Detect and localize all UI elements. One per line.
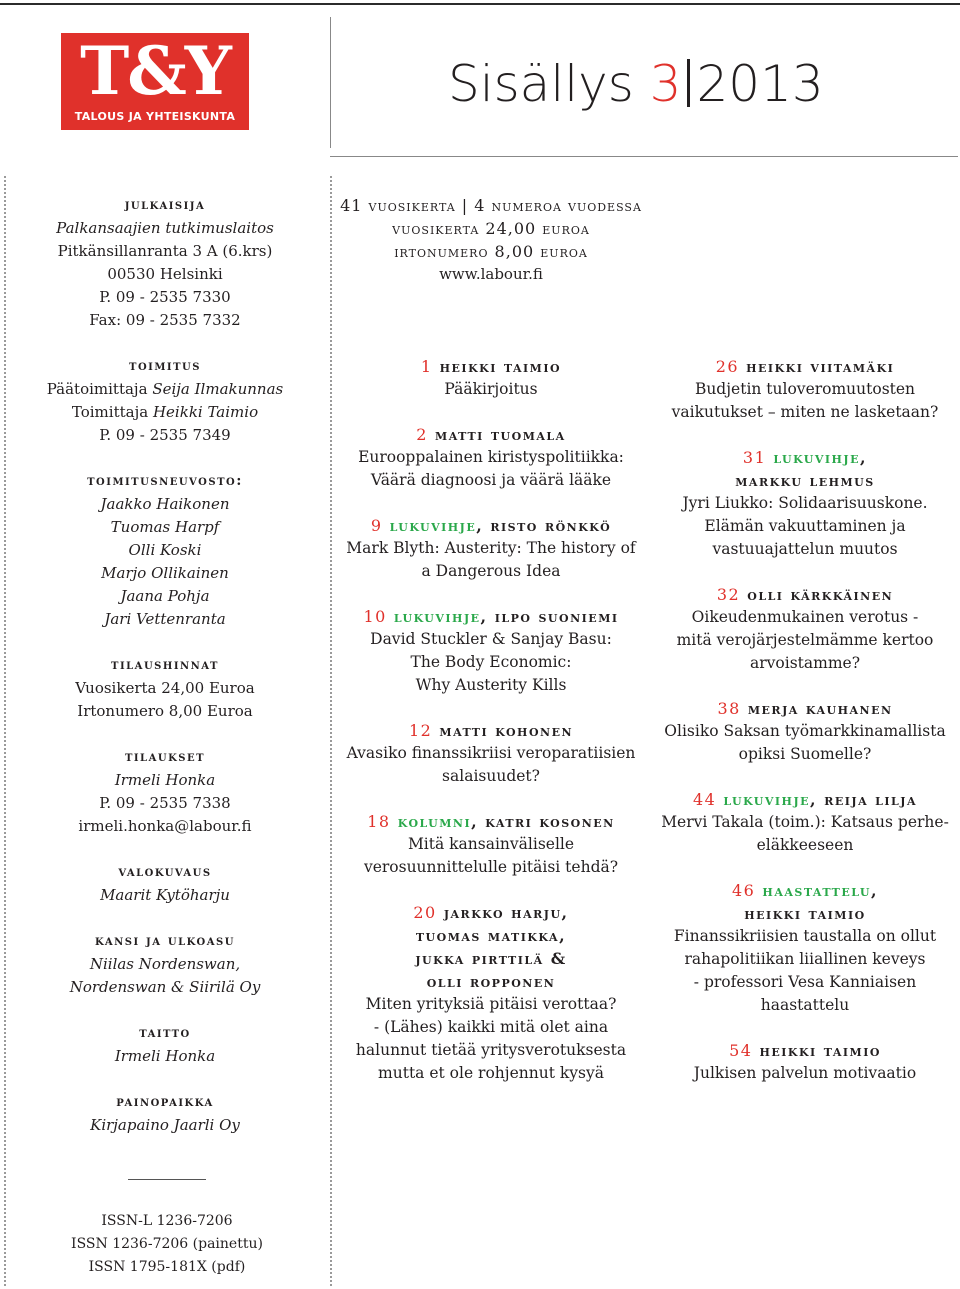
heading-toimitus: toimitus	[129, 358, 201, 374]
toc-author: , ilpo suoniemi	[480, 607, 619, 626]
toc-author: matti tuomala	[435, 425, 566, 444]
publisher-address-2: 00530 Helsinki	[107, 265, 223, 283]
heading-kansi-ja-ulkoasu: kansi ja ulkoasu	[95, 933, 235, 949]
toc-entry[interactable]	[332, 605, 650, 697]
toc-entry[interactable]	[332, 901, 650, 1085]
issn-pdf: ISSN 1795-181X (pdf)	[88, 1259, 246, 1275]
toc-title: eläkkeeseen	[756, 836, 854, 854]
heading-taitto: taitto	[139, 1025, 191, 1041]
toc-title: Finanssikriisien taustalla on ollut	[673, 927, 937, 945]
toc-author-extra: tuomas matikka,	[415, 926, 567, 945]
issn-l: ISSN-L 1236-7206	[101, 1213, 233, 1229]
masthead-web: www.labour.fi	[439, 265, 543, 283]
toc-entry[interactable]	[650, 583, 960, 675]
toc-entry[interactable]	[332, 355, 650, 401]
issue-number: 3	[649, 55, 682, 113]
heading-valokuvaus: valokuvaus	[118, 864, 212, 880]
toc-entry[interactable]	[332, 719, 650, 788]
issn-rule	[128, 1179, 206, 1180]
header-rule	[330, 156, 958, 157]
toc-title: Avasiko finanssikriisi veroparatiisien	[346, 744, 636, 762]
printer: Kirjapaino Jaarli Oy	[90, 1116, 240, 1134]
toc-author: , katri kosonen	[471, 812, 615, 831]
editorial-phone: P. 09 - 2535 7349	[99, 426, 231, 444]
photographer: Maarit Kytöharju	[100, 886, 230, 904]
board-member: Jaakko Haikonen	[100, 495, 230, 513]
toc-author-extra: jukka pirttilä &	[415, 949, 567, 968]
board-member: Jaana Pohja	[120, 587, 210, 605]
toc-entry[interactable]	[650, 1039, 960, 1085]
toc-page: 26	[715, 357, 740, 376]
top-rule	[0, 3, 960, 5]
logo-subtitle: TALOUS JA YHTEISKUNTA	[74, 110, 236, 123]
toc-author: merja kauhanen	[747, 699, 893, 718]
toc-title: Budjetin tuloveromuutosten	[694, 380, 916, 398]
toc-page: 44	[692, 790, 717, 809]
toc-title: - (Lähes) kaikki mitä olet aina	[373, 1018, 609, 1036]
orders-email: irmeli.honka@labour.fi	[78, 817, 252, 835]
board-member: Marjo Ollikainen	[101, 564, 229, 582]
toc-page: 46	[731, 881, 756, 900]
toc-author: heikki viitamäki	[746, 357, 895, 376]
toc-title: Miten yrityksiä pitäisi verottaa?	[365, 995, 617, 1013]
toc-page: 54	[729, 1041, 753, 1060]
toc-title: a Dangerous Idea	[421, 562, 561, 580]
toc-title: mitä verojärjestelmämme kertoo	[676, 631, 934, 649]
designer-line-2: Nordenswan & Siirilä Oy	[69, 978, 261, 996]
toc-page: 12	[408, 721, 433, 740]
title-word: Sisällys	[448, 55, 634, 113]
toc-page: 20	[413, 903, 437, 922]
toc-title: opiksi Suomelle?	[738, 745, 872, 763]
toc-title: Mark Blyth: Austerity: The history of	[346, 539, 636, 557]
toc-title: haastattelu	[760, 996, 850, 1014]
toc-page: 18	[367, 812, 391, 831]
toc-author-extra: markku lehmus	[735, 471, 875, 490]
issue-year: 2013	[696, 55, 824, 113]
ty-logo	[61, 33, 249, 130]
toc-title: Jyri Liukko: Solidaarisuuskone.	[682, 494, 928, 512]
price-annual: Vuosikerta 24,00 Euroa	[75, 679, 255, 697]
toc-category: lukuvihje	[389, 516, 477, 535]
toc-title: Oikeudenmukainen verotus -	[691, 608, 919, 626]
board-member: Jari Vettenranta	[104, 610, 226, 628]
toc-author-extra: olli ropponen	[426, 972, 556, 991]
toc-title: salaisuudet?	[442, 767, 540, 785]
heading-julkaisija: julkaisija	[124, 197, 206, 213]
layout-person: Irmeli Honka	[114, 1047, 216, 1065]
toc-author: ,	[870, 881, 879, 900]
board-member: Olli Koski	[128, 541, 202, 559]
masthead-line-3: irtonumero 8,00 euroa	[394, 242, 588, 261]
toc-entry[interactable]	[650, 788, 960, 857]
toc-category: kolumni	[397, 812, 472, 831]
toc-author: matti kohonen	[439, 721, 574, 740]
toc-entry[interactable]	[650, 355, 960, 424]
orders-phone: P. 09 - 2535 7338	[99, 794, 231, 812]
toc-entry[interactable]	[332, 810, 650, 879]
toc-category: lukuvihje	[393, 607, 481, 626]
price-single: Irtonumero 8,00 Euroa	[77, 702, 253, 720]
toc-entry[interactable]	[332, 514, 650, 583]
heading-painopaikka: painopaikka	[116, 1094, 214, 1110]
toc-title: Elämän vakuuttaminen ja	[704, 517, 906, 535]
toc-title: Mitä kansainväliselle	[407, 835, 575, 853]
toc-page: 10	[363, 607, 387, 626]
toc-title: Julkisen palvelun motivaatio	[693, 1064, 917, 1082]
masthead-line-1: 41 vuosikerta | 4 numeroa vuodessa	[340, 196, 642, 215]
toc-entry[interactable]	[332, 423, 650, 492]
toc-title: David Stuckler & Sanjay Basu:	[370, 630, 612, 648]
toc-entry[interactable]	[650, 446, 960, 561]
editor: Toimittaja Heikki Taimio	[71, 403, 259, 421]
toc-title: vaikutukset – miten ne lasketaan?	[671, 403, 939, 421]
title-separator	[687, 59, 690, 107]
toc-title: arvoistamme?	[750, 654, 860, 672]
toc-title: Pääkirjoitus	[444, 380, 538, 398]
toc-category: lukuvihje	[773, 448, 860, 467]
masthead-line-2: vuosikerta 24,00 euroa	[392, 219, 590, 238]
heading-tilaushinnat: tilaushinnat	[111, 657, 219, 673]
toc-title: Olisiko Saksan työmarkkinamallista	[664, 722, 946, 740]
toc-middle	[332, 355, 650, 1085]
toc-page: 2	[416, 425, 428, 444]
page-title	[448, 54, 824, 114]
toc-author-extra: heikki taimio	[744, 904, 866, 923]
toc-author: heikki taimio	[759, 1041, 881, 1060]
issn-block	[0, 1210, 334, 1279]
toc-title: Väärä diagnoosi ja väärä lääke	[370, 471, 612, 489]
toc-author: jarkko harju,	[443, 903, 569, 922]
toc-right	[650, 355, 960, 1085]
toc-title: The Body Economic:	[410, 653, 572, 671]
toc-title: halunnut tietää yritysverotuksesta	[355, 1041, 627, 1059]
logo-mark: T&Y	[80, 32, 230, 110]
toc-entry[interactable]	[650, 697, 960, 766]
toc-category: lukuvihje	[723, 790, 811, 809]
toc-title: - professori Vesa Kanniaisen	[693, 973, 917, 991]
board-member: Tuomas Harpf	[110, 518, 220, 536]
heading-tilaukset: tilaukset	[124, 749, 206, 765]
toc-author: , reija lilja	[810, 790, 918, 809]
toc-page: 9	[370, 516, 383, 535]
heading-toimitusneuvosto: toimitusneuvosto:	[87, 473, 243, 489]
toc-title: Why Austerity Kills	[415, 676, 567, 694]
toc-author: olli kärkkäinen	[747, 585, 894, 604]
orders-contact: Irmeli Honka	[114, 771, 216, 789]
toc-title: rahapolitiikan liiallinen keveys	[684, 950, 926, 968]
publisher-address-1: Pitkänsillanranta 3 A (6.krs)	[57, 242, 273, 260]
toc-page: 1	[420, 357, 433, 376]
designer-line-1: Niilas Nordenswan,	[89, 955, 241, 973]
publisher-phone: P. 09 - 2535 7330	[99, 288, 231, 306]
toc-page: 31	[742, 448, 767, 467]
toc-author: , risto rönkkö	[476, 516, 612, 535]
publisher-fax: Fax: 09 - 2535 7332	[89, 311, 241, 329]
publisher-name: Palkansaajien tutkimuslaitos	[56, 219, 274, 237]
toc-entry[interactable]	[650, 879, 960, 1017]
toc-category: haastattelu	[762, 881, 871, 900]
toc-title: Mervi Takala (toim.): Katsaus perhe-	[661, 813, 949, 831]
toc-title: mutta et ole rohjennut kysyä	[378, 1064, 604, 1082]
masthead	[332, 194, 650, 286]
toc-author: heikki taimio	[439, 357, 562, 376]
toc-title: Eurooppalainen kiristyspolitiikka:	[358, 448, 624, 466]
header-divider	[330, 17, 331, 148]
toc-title: vastuuajattelun muutos	[712, 540, 898, 558]
editor-in-chief: Päätoimittaja Seija Ilmakunnas	[46, 380, 284, 398]
issn-print: ISSN 1236-7206 (painettu)	[71, 1236, 263, 1252]
toc-title: verosuunnittelulle pitäisi tehdä?	[363, 858, 619, 876]
toc-page: 32	[716, 585, 741, 604]
toc-page: 38	[717, 699, 741, 718]
colophon	[0, 194, 330, 1137]
toc-author: ,	[860, 448, 868, 467]
